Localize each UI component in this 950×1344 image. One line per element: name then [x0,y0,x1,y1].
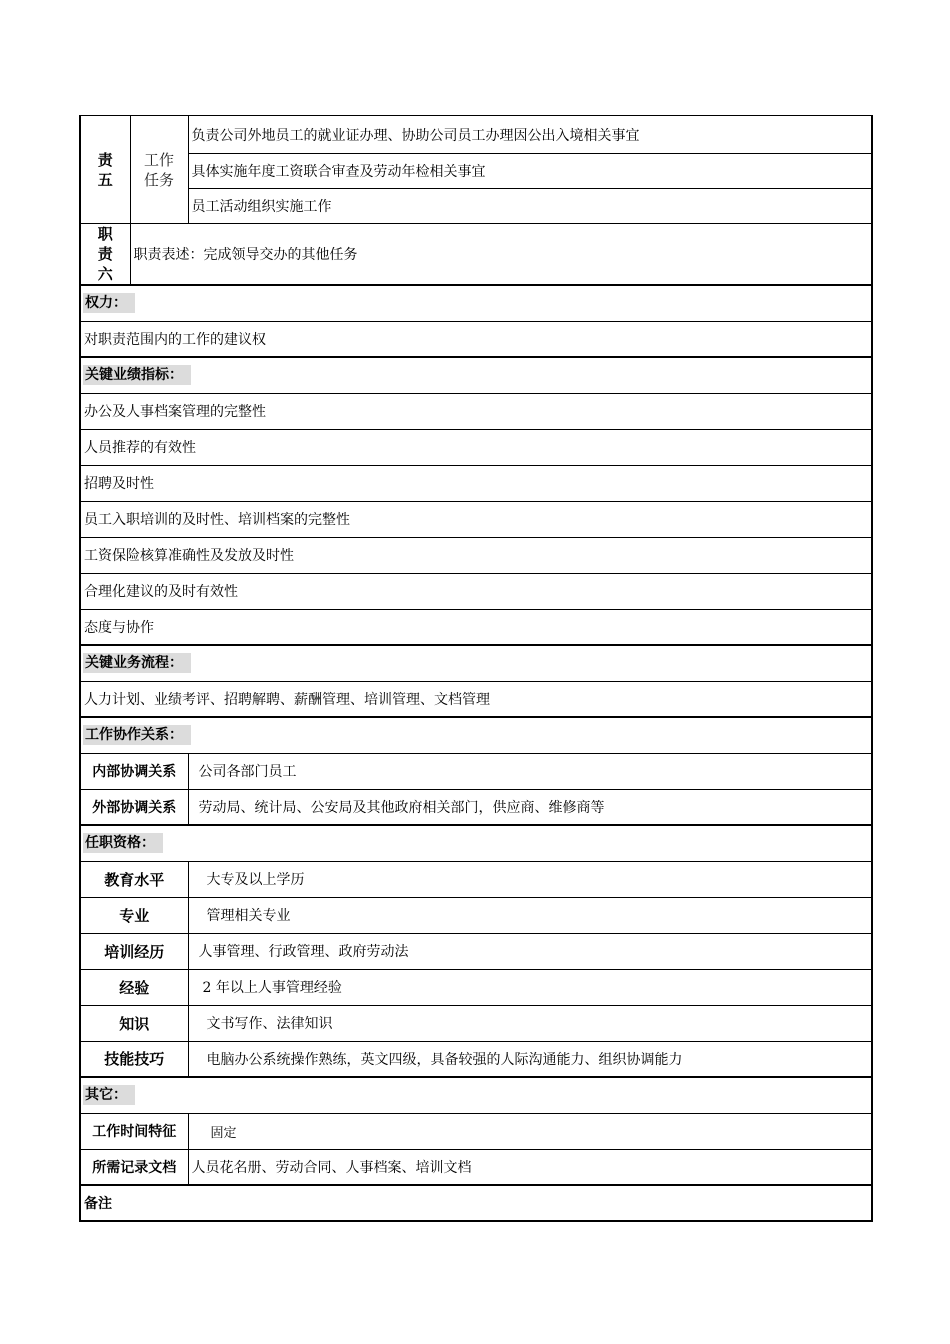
power-title: 权力： [83,293,135,313]
duty5-label-text: 责 五 [97,150,113,189]
records-value: 人员花名册、劳动合同、人事档案、培训文档 [188,1149,872,1185]
internal-relations-key: 内部协调关系 [80,753,188,789]
knowledge-value: 文书写作、法律知识 [188,1005,872,1041]
experience-value: 2 年以上人事管理经验 [188,969,872,1005]
training-key: 培训经历 [80,933,188,969]
remarks-header: 备注 [80,1185,872,1221]
relations-title: 工作协作关系： [83,725,191,745]
duty5-task-label [130,116,188,224]
education-value: 大专及以上学历 [188,861,872,897]
other-title: 其它： [83,1085,135,1105]
duty6-text: 职责表述：完成领导交办的其他任务 [130,224,872,286]
job-description-sheet [79,115,871,1222]
process-title: 关键业务流程： [83,653,191,673]
external-relations-value: 劳动局、统计局、公安局及其他政府相关部门，供应商、维修商等 [188,789,872,825]
kpi-item-4: 员工入职培训的及时性、培训档案的完整性 [80,501,872,537]
duty5-task-label-text: 工作 任务 [143,150,174,189]
kpi-item-6: 合理化建议的及时有效性 [80,573,872,609]
duty6-label-text: 职 责 六 [97,225,113,283]
kpi-title: 关键业绩指标： [83,365,191,385]
qualifications-title: 任职资格： [83,833,163,853]
power-section-header [80,285,872,321]
work-time-key: 工作时间特征 [80,1113,188,1149]
knowledge-key: 知识 [80,1005,188,1041]
duty5-item-1: 负责公司外地员工的就业证办理、协助公司员工办理因公出入境相关事宜 [188,116,872,154]
kpi-item-3: 招聘及时性 [80,465,872,501]
internal-relations-value: 公司各部门员工 [188,753,872,789]
relations-section-header [80,717,872,753]
other-section-header [80,1077,872,1113]
kpi-item-2: 人员推荐的有效性 [80,429,872,465]
records-key: 所需记录文档 [80,1149,188,1185]
kpi-item-1: 办公及人事档案管理的完整性 [80,393,872,429]
power-item-1: 对职责范围内的工作的建议权 [80,321,872,357]
duty5-label [80,116,130,224]
major-value: 管理相关专业 [188,897,872,933]
external-relations-key: 外部协调关系 [80,789,188,825]
duty6-label [80,224,130,286]
skills-key: 技能技巧 [80,1041,188,1077]
kpi-item-5: 工资保险核算准确性及发放及时性 [80,537,872,573]
duty5-item-3: 员工活动组织实施工作 [188,189,872,224]
education-key: 教育水平 [80,861,188,897]
job-description-table [79,115,873,1222]
process-section-header [80,645,872,681]
kpi-item-7: 态度与协作 [80,609,872,645]
training-value: 人事管理、行政管理、政府劳动法 [188,933,872,969]
process-item-1: 人力计划、业绩考评、招聘解聘、薪酬管理、培训管理、文档管理 [80,681,872,717]
skills-value: 电脑办公系统操作熟练，英文四级，具备较强的人际沟通能力、组织协调能力 [188,1041,872,1077]
major-key: 专业 [80,897,188,933]
kpi-section-header [80,357,872,393]
duty5-item-2: 具体实施年度工资联合审查及劳动年检相关事宜 [188,154,872,189]
work-time-value: 固定 [188,1113,872,1149]
qualifications-section-header [80,825,872,861]
experience-key: 经验 [80,969,188,1005]
